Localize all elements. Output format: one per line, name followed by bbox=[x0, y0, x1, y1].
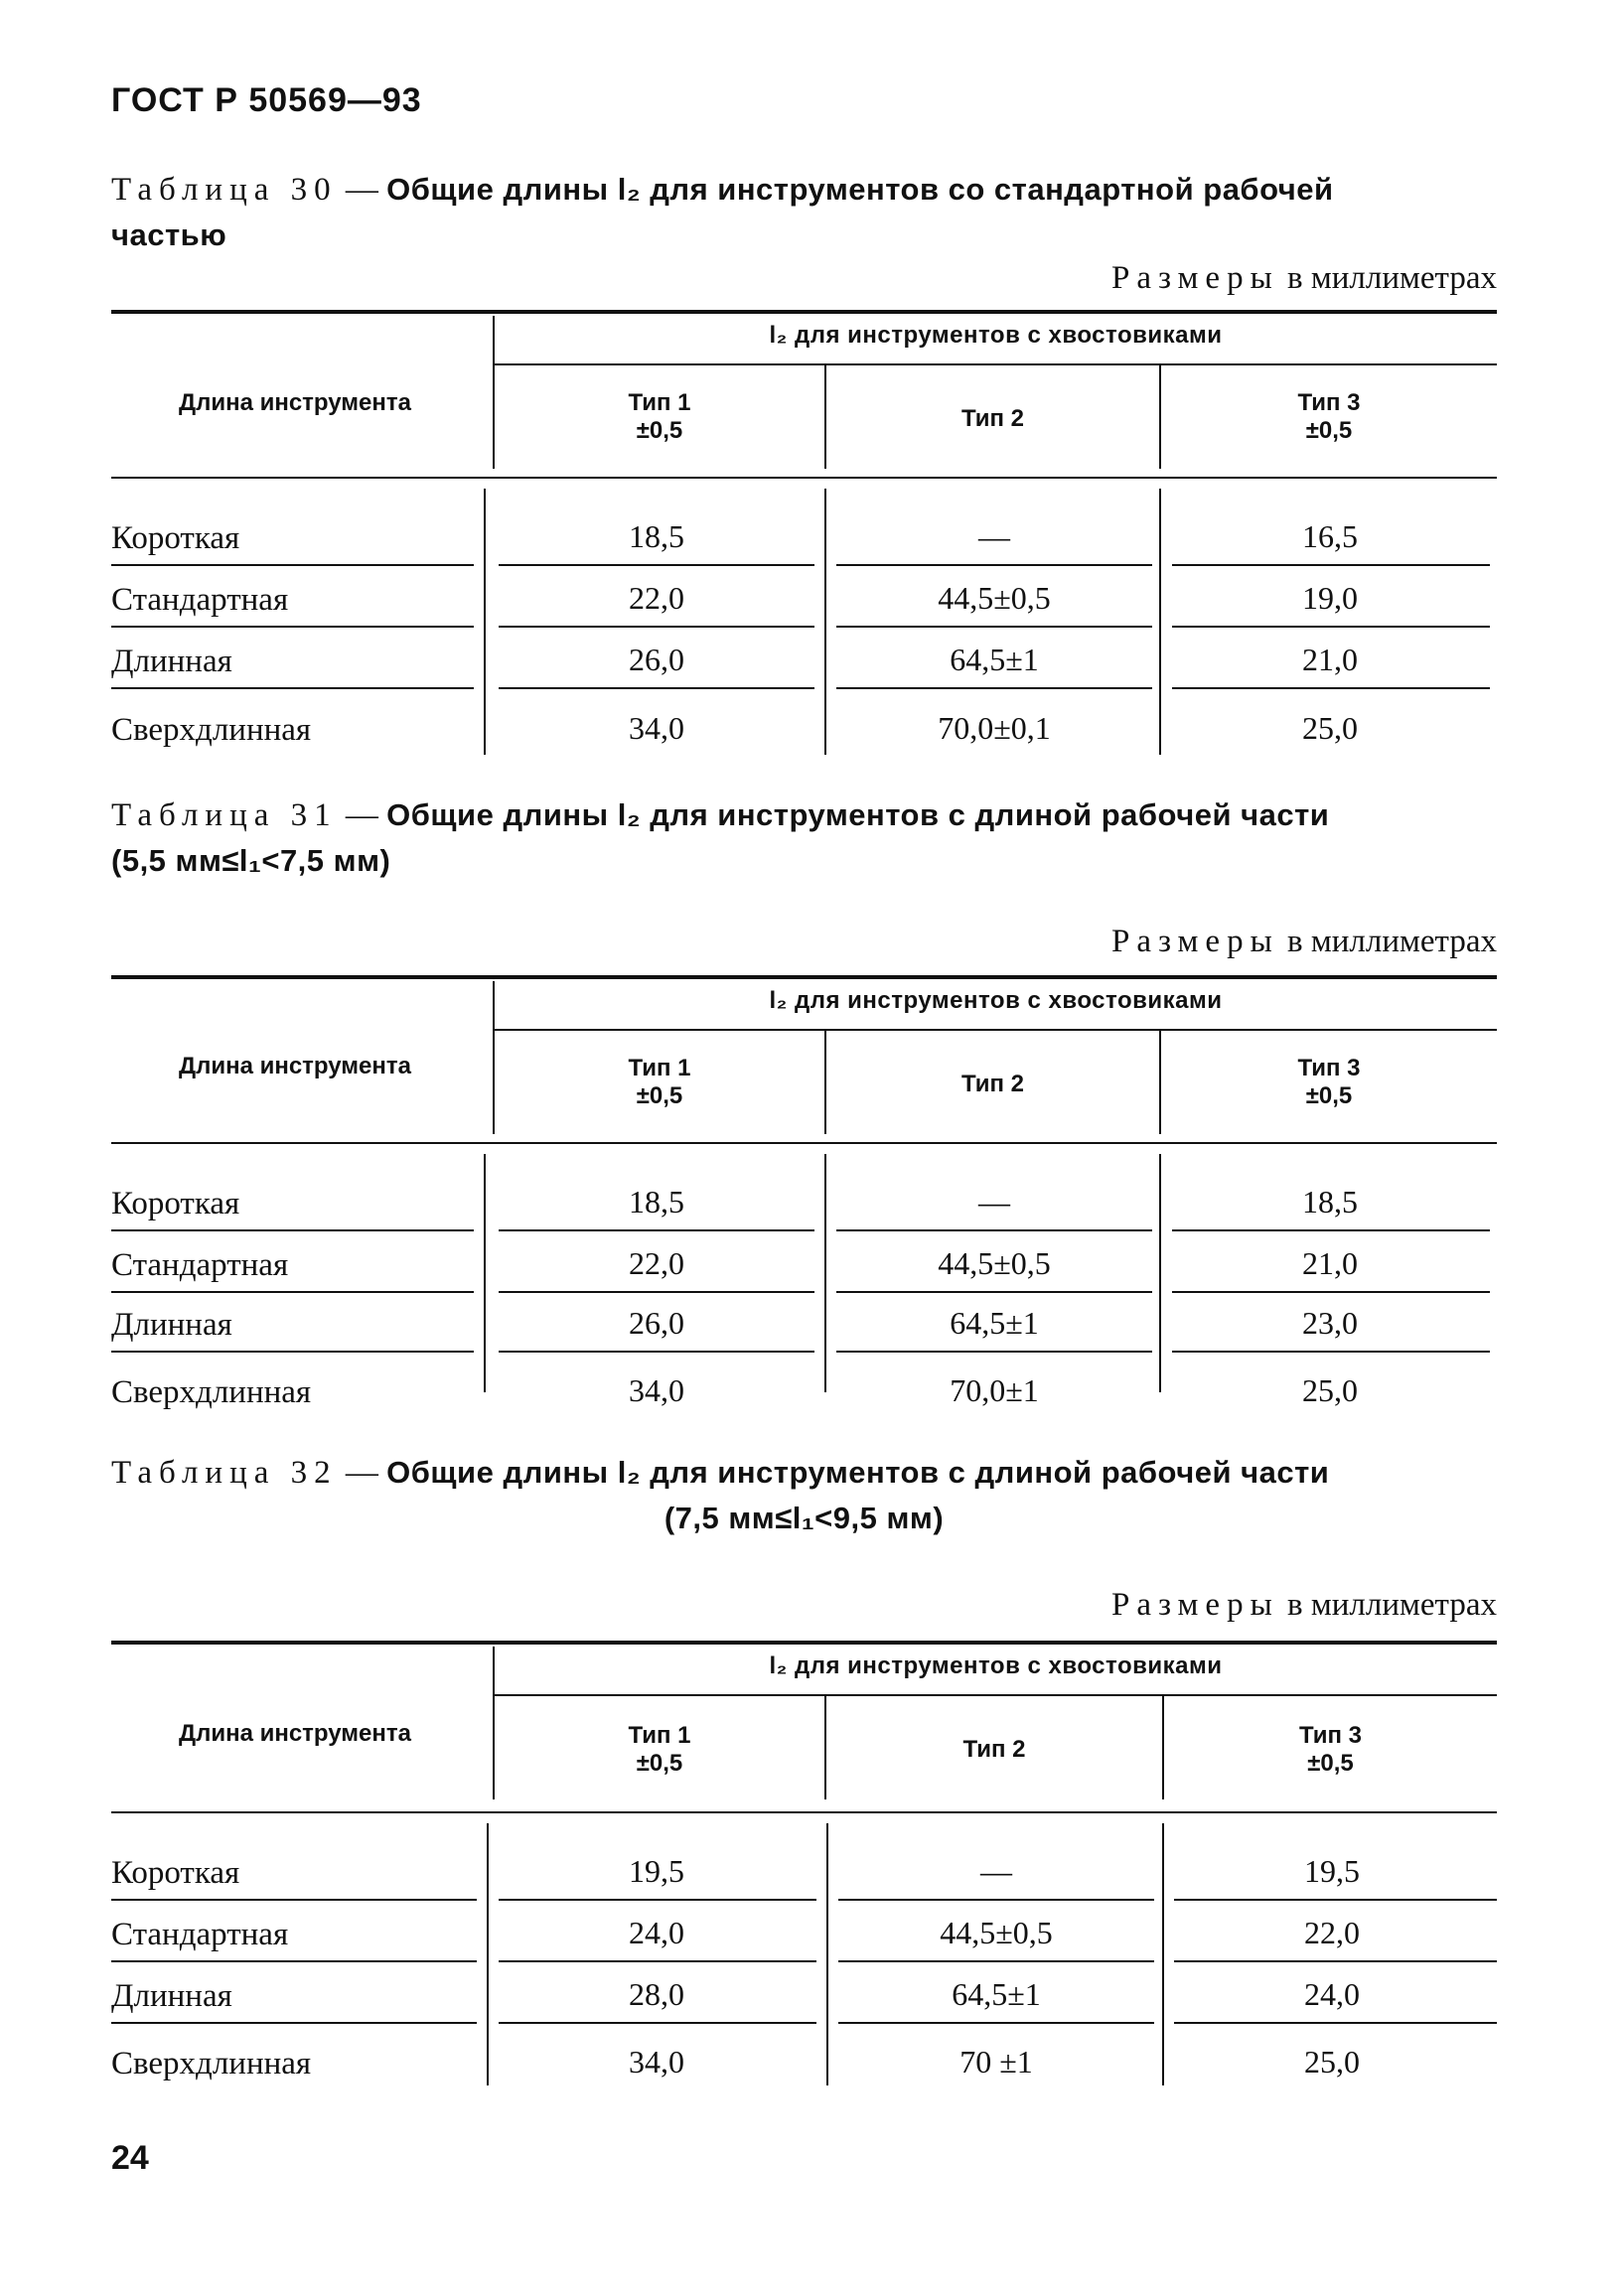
cell-type-2: — bbox=[978, 518, 1010, 554]
column-divider bbox=[1159, 489, 1161, 755]
cell-type-3: 24,0 bbox=[1304, 1976, 1360, 2012]
cell-type-3: 19,0 bbox=[1302, 580, 1358, 616]
row-rule bbox=[111, 1351, 474, 1353]
type-name: Тип 1 bbox=[628, 389, 691, 416]
units-label-30 bbox=[1111, 260, 1497, 297]
cell-type-2: — bbox=[980, 1853, 1012, 1889]
table-label: Таблица 32 bbox=[111, 1455, 338, 1491]
header-type-1 bbox=[495, 1055, 824, 1110]
units-label-rest: в миллиметрах bbox=[1278, 924, 1497, 959]
row-rule bbox=[838, 2022, 1154, 2024]
table-top-rule bbox=[111, 1641, 1497, 1645]
row-rule bbox=[1174, 1899, 1497, 1901]
header-group: l₂ для инструментов с хвостовиками bbox=[769, 987, 1223, 1014]
row-rule bbox=[111, 626, 474, 628]
row-rule bbox=[836, 687, 1152, 689]
header-instrument-length: Длина инструмента bbox=[178, 1720, 412, 1747]
header-instrument-length: Длина инструмента bbox=[178, 1053, 412, 1079]
cell-type-2: — bbox=[978, 1184, 1010, 1220]
row-rule bbox=[499, 687, 814, 689]
table-caption-32 bbox=[111, 1450, 1497, 1541]
cell-type-2: 70,0±0,1 bbox=[938, 710, 1051, 746]
row-rule bbox=[1174, 2022, 1497, 2024]
cell-type-1: 34,0 bbox=[629, 2044, 684, 2080]
header-type-3 bbox=[1164, 1722, 1497, 1778]
units-label-rest: в миллиметрах bbox=[1278, 260, 1497, 296]
row-label: Стандартная bbox=[111, 1917, 289, 1952]
column-divider bbox=[1162, 1823, 1164, 2085]
cell-type-1: 28,0 bbox=[629, 1976, 684, 2012]
header-bottom-rule bbox=[111, 477, 1497, 479]
cell-type-3: 25,0 bbox=[1302, 1372, 1358, 1408]
cell-type-2: 44,5±0,5 bbox=[938, 1245, 1051, 1281]
units-label-spaced: Размеры bbox=[1110, 924, 1279, 959]
table-title: Общие длины l₂ для инструментов с длиной рабочей части bbox=[386, 797, 1330, 832]
row-rule bbox=[1172, 564, 1490, 566]
cell-type-1: 24,0 bbox=[629, 1915, 684, 1950]
row-label: Сверхдлинная bbox=[111, 712, 312, 748]
table-title: Общие длины l₂ для инструментов со стандартной рабочей bbox=[386, 172, 1334, 207]
cell-type-3: 18,5 bbox=[1302, 1184, 1358, 1220]
header-type-3 bbox=[1161, 1055, 1497, 1110]
cell-type-3: 16,5 bbox=[1302, 518, 1358, 554]
type-name: Тип 2 bbox=[960, 405, 1024, 432]
caption-dash: — bbox=[337, 797, 387, 833]
table-31 bbox=[111, 975, 1497, 1422]
cell-type-1: 22,0 bbox=[629, 580, 684, 616]
type-tolerance: ±0,5 bbox=[636, 1082, 683, 1109]
type-tolerance: ±0,5 bbox=[636, 1750, 683, 1777]
cell-type-2: 64,5±1 bbox=[952, 1976, 1041, 2012]
row-label: Длинная bbox=[111, 1978, 232, 2014]
table-top-rule bbox=[111, 310, 1497, 314]
table-title-line2: (5,5 мм≤l₁<7,5 мм) bbox=[111, 843, 391, 878]
cell-type-2: 70,0±1 bbox=[950, 1372, 1039, 1408]
row-rule bbox=[836, 626, 1152, 628]
column-divider bbox=[484, 489, 486, 755]
header-type-3 bbox=[1161, 389, 1497, 445]
row-label: Сверхдлинная bbox=[111, 1374, 312, 1410]
header-type-2 bbox=[826, 1736, 1162, 1764]
row-rule bbox=[499, 2022, 816, 2024]
units-label-spaced: Размеры bbox=[1110, 1587, 1279, 1623]
cell-type-1: 19,5 bbox=[629, 1853, 684, 1889]
type-name: Тип 3 bbox=[1297, 389, 1361, 416]
row-label: Короткая bbox=[111, 1186, 240, 1221]
page-number: 24 bbox=[111, 2139, 149, 2177]
type-name: Тип 2 bbox=[962, 1736, 1026, 1763]
header-instrument-length: Длина инструмента bbox=[178, 389, 412, 416]
row-rule bbox=[1172, 1291, 1490, 1293]
row-rule bbox=[1174, 1960, 1497, 1962]
header-group-rule bbox=[495, 1694, 1497, 1696]
cell-type-1: 34,0 bbox=[629, 1372, 684, 1408]
table-32 bbox=[111, 1641, 1497, 2087]
caption-dash: — bbox=[337, 1455, 387, 1491]
type-tolerance: ±0,5 bbox=[636, 417, 683, 444]
table-top-rule bbox=[111, 975, 1497, 979]
column-divider bbox=[826, 1823, 828, 2085]
row-rule bbox=[499, 1351, 814, 1353]
row-rule bbox=[111, 1960, 477, 1962]
cell-type-3: 21,0 bbox=[1302, 642, 1358, 677]
row-label: Длинная bbox=[111, 1307, 232, 1343]
type-tolerance: ±0,5 bbox=[1305, 1082, 1353, 1109]
row-rule bbox=[111, 1229, 474, 1231]
units-label-32 bbox=[1111, 1587, 1497, 1624]
table-title-line2: (7,5 мм≤l₁<9,5 мм) bbox=[663, 1501, 945, 1535]
column-divider bbox=[824, 1154, 826, 1392]
row-rule bbox=[499, 626, 814, 628]
row-label: Длинная bbox=[111, 644, 232, 679]
header-group-rule bbox=[495, 363, 1497, 365]
row-rule bbox=[111, 564, 474, 566]
cell-type-3: 23,0 bbox=[1302, 1305, 1358, 1341]
table-label: Таблица 31 bbox=[111, 797, 338, 833]
row-rule bbox=[499, 1960, 816, 1962]
header-type-1 bbox=[495, 1722, 824, 1778]
row-rule bbox=[838, 1960, 1154, 1962]
header-group-rule bbox=[495, 1029, 1497, 1031]
row-rule bbox=[499, 564, 814, 566]
row-rule bbox=[1172, 1229, 1490, 1231]
column-divider bbox=[487, 1823, 489, 2085]
row-rule bbox=[499, 1229, 814, 1231]
row-rule bbox=[499, 1899, 816, 1901]
row-rule bbox=[111, 687, 474, 689]
cell-type-2: 44,5±0,5 bbox=[938, 580, 1051, 616]
row-rule bbox=[111, 1291, 474, 1293]
table-caption-30 bbox=[111, 167, 1497, 258]
cell-type-3: 19,5 bbox=[1304, 1853, 1360, 1889]
table-label: Таблица 30 bbox=[111, 172, 338, 208]
type-name: Тип 1 bbox=[628, 1722, 691, 1749]
table-title: Общие длины l₂ для инструментов с длиной рабочей части bbox=[386, 1455, 1330, 1490]
table-title-line2: частью bbox=[111, 217, 227, 252]
row-rule bbox=[1172, 687, 1490, 689]
row-rule bbox=[836, 1229, 1152, 1231]
header-type-1 bbox=[495, 389, 824, 445]
cell-type-2: 64,5±1 bbox=[950, 1305, 1039, 1341]
table-30 bbox=[111, 310, 1497, 757]
type-tolerance: ±0,5 bbox=[1305, 417, 1353, 444]
cell-type-2: 70 ±1 bbox=[959, 2044, 1033, 2080]
row-rule bbox=[1172, 1351, 1490, 1353]
cell-type-3: 25,0 bbox=[1304, 2044, 1360, 2080]
header-group: l₂ для инструментов с хвостовиками bbox=[769, 322, 1223, 349]
type-name: Тип 3 bbox=[1297, 1055, 1361, 1081]
type-name: Тип 2 bbox=[960, 1071, 1024, 1097]
row-rule bbox=[836, 1351, 1152, 1353]
type-name: Тип 3 bbox=[1298, 1722, 1362, 1749]
cell-type-1: 26,0 bbox=[629, 642, 684, 677]
cell-type-1: 34,0 bbox=[629, 710, 684, 746]
units-label-31 bbox=[1111, 924, 1497, 960]
row-rule bbox=[111, 1899, 477, 1901]
row-label: Короткая bbox=[111, 520, 240, 556]
column-divider bbox=[484, 1154, 486, 1392]
row-label: Короткая bbox=[111, 1855, 240, 1891]
cell-type-1: 18,5 bbox=[629, 1184, 684, 1220]
column-divider bbox=[824, 489, 826, 755]
cell-type-1: 18,5 bbox=[629, 518, 684, 554]
header-type-2 bbox=[826, 405, 1159, 433]
row-rule bbox=[1172, 626, 1490, 628]
row-rule bbox=[836, 564, 1152, 566]
row-label: Стандартная bbox=[111, 1247, 289, 1283]
header-bottom-rule bbox=[111, 1142, 1497, 1144]
caption-dash: — bbox=[337, 172, 387, 208]
cell-type-1: 26,0 bbox=[629, 1305, 684, 1341]
document-code: ГОСТ Р 50569—93 bbox=[111, 81, 422, 119]
cell-type-3: 25,0 bbox=[1302, 710, 1358, 746]
cell-type-1: 22,0 bbox=[629, 1245, 684, 1281]
cell-type-3: 22,0 bbox=[1304, 1915, 1360, 1950]
type-name: Тип 1 bbox=[628, 1055, 691, 1081]
header-bottom-rule bbox=[111, 1811, 1497, 1813]
type-tolerance: ±0,5 bbox=[1307, 1750, 1354, 1777]
row-rule bbox=[838, 1899, 1154, 1901]
row-label: Стандартная bbox=[111, 582, 289, 618]
table-caption-31 bbox=[111, 792, 1497, 884]
row-rule bbox=[111, 2022, 477, 2024]
units-label-rest: в миллиметрах bbox=[1278, 1587, 1497, 1623]
row-rule bbox=[499, 1291, 814, 1293]
column-divider bbox=[1159, 1154, 1161, 1392]
units-label-spaced: Размеры bbox=[1110, 260, 1279, 296]
cell-type-2: 44,5±0,5 bbox=[940, 1915, 1053, 1950]
header-group: l₂ для инструментов с хвостовиками bbox=[769, 1652, 1223, 1679]
row-label: Сверхдлинная bbox=[111, 2046, 312, 2081]
cell-type-2: 64,5±1 bbox=[950, 642, 1039, 677]
cell-type-3: 21,0 bbox=[1302, 1245, 1358, 1281]
header-type-2 bbox=[826, 1071, 1159, 1098]
row-rule bbox=[836, 1291, 1152, 1293]
